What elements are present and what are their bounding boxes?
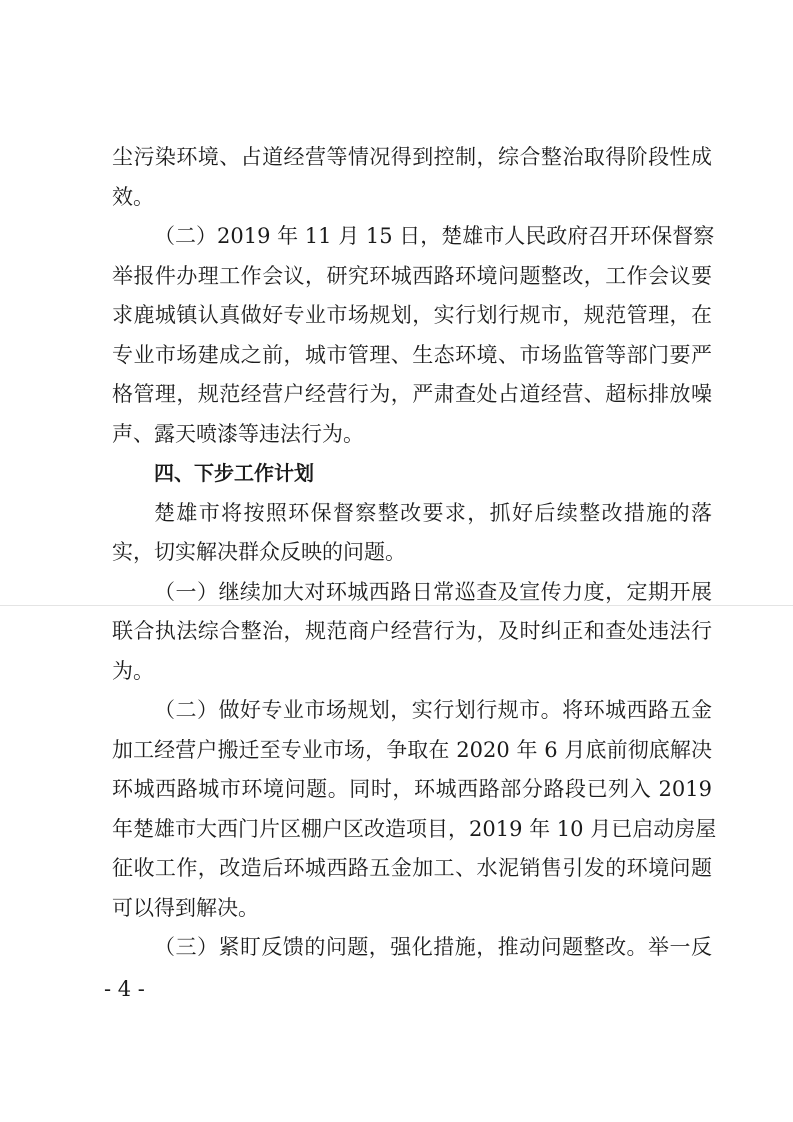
text-line: 可以得到解决。 bbox=[112, 895, 259, 920]
text-line: 格管理，规范经营户经营行为，严肃查处占道经营、超标排放噪 bbox=[112, 382, 712, 406]
text-line: 效。 bbox=[112, 184, 154, 209]
text-line: 环城西路城市环境问题。同时，环城西路部分路段已列入 2019 bbox=[112, 777, 712, 801]
text-line: 征收工作，改造后环城西路五金加工、水泥销售引发的环境问题 bbox=[112, 856, 712, 880]
text-line: 尘污染环境、占道经营等情况得到控制，综合整治取得阶段性成 bbox=[112, 145, 712, 169]
text-line: （二）做好专业市场规划，实行划行规市。将环城西路五金 bbox=[154, 698, 712, 722]
text-line: 声、露天喷漆等违法行为。 bbox=[112, 421, 364, 446]
text-line: 年楚雄市大西门片区棚户区改造项目，2019 年 10 月已启动房屋 bbox=[112, 816, 717, 841]
text-line: 专业市场建成之前，城市管理、生态环境、市场监管等部门要严 bbox=[112, 342, 712, 367]
page-number: - 4 - bbox=[104, 977, 145, 1001]
text-line: （三）紧盯反馈的问题，强化措施，推动问题整改。举一反 bbox=[154, 935, 712, 959]
text-line: 实，切实解决群众反映的问题。 bbox=[112, 540, 406, 564]
text-line: 加工经营户搬迁至专业市场，争取在 2020 年 6 月底前彻底解决 bbox=[112, 737, 712, 762]
text-line: （一）继续加大对环城西路日常巡查及宣传力度，定期开展 bbox=[154, 579, 712, 604]
body-text bbox=[112, 138, 717, 968]
text-line: 求鹿城镇认真做好专业市场规划，实行划行规市，规范管理，在 bbox=[112, 303, 712, 327]
section-heading: 四、下步工作计划 bbox=[154, 461, 314, 485]
text-line: 举报件办理工作会议，研究环城西路环境问题整改，工作会议要 bbox=[112, 263, 712, 288]
text-line: 为。 bbox=[112, 658, 154, 683]
text-line: 联合执法综合整治，规范商户经营行为，及时纠正和查处违法行 bbox=[112, 619, 712, 643]
text-line: （二）2019 年 11 月 15 日，楚雄市人民政府召开环保督察 bbox=[154, 224, 715, 248]
text-line: 楚雄市将按照环保督察整改要求，抓好后续整改措施的落 bbox=[154, 500, 712, 525]
